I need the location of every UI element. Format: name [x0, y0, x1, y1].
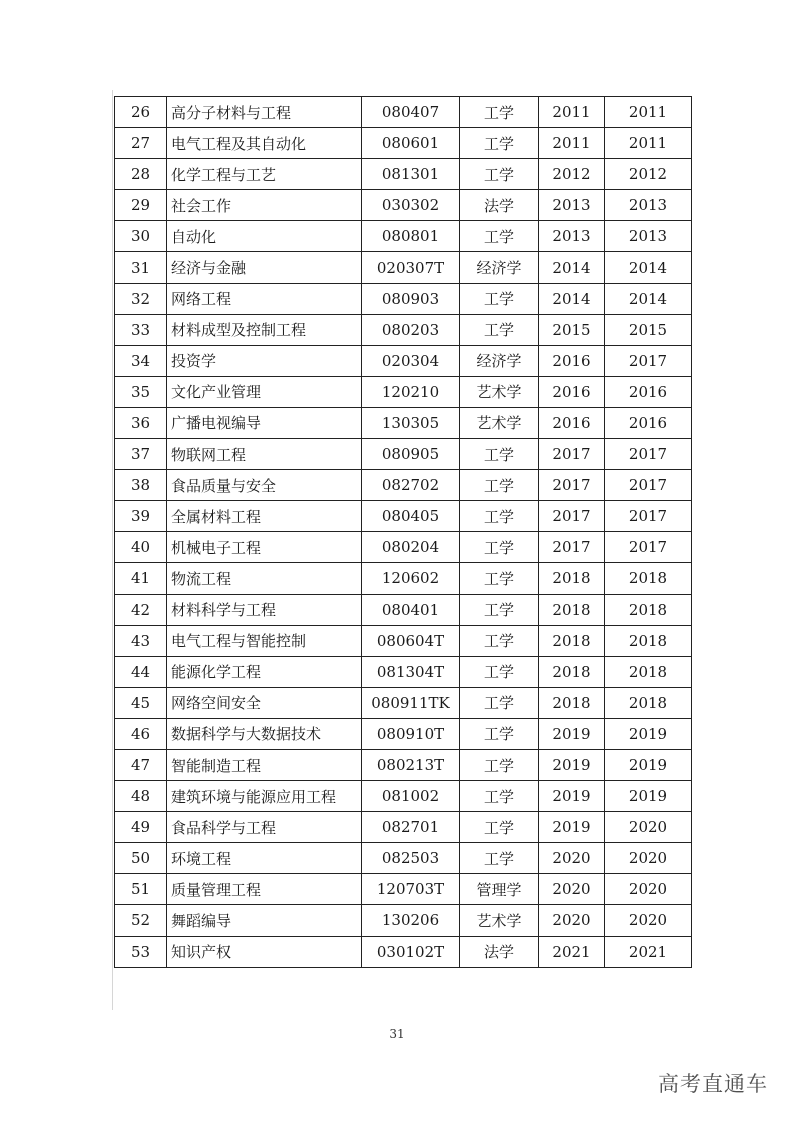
watermark-logo-text: 高考直通车	[658, 1072, 768, 1096]
discipline-category-cell: 经济学	[460, 252, 539, 283]
year-second-cell: 2014	[605, 283, 692, 314]
year-second-cell: 2014	[605, 252, 692, 283]
row-number-cell: 48	[115, 781, 167, 812]
year-first-cell: 2012	[539, 159, 605, 190]
major-code-cell: 080401	[362, 594, 460, 625]
major-name-cell: 网络空间安全	[167, 687, 362, 718]
table-row	[115, 812, 692, 843]
major-name-cell: 网络工程	[167, 283, 362, 314]
year-first-cell: 2011	[539, 97, 605, 128]
major-code-cell: 080911TK	[362, 687, 460, 718]
major-code-cell: 080601	[362, 128, 460, 159]
row-number-cell: 35	[115, 376, 167, 407]
major-code-cell: 080203	[362, 314, 460, 345]
discipline-category-cell: 艺术学	[460, 407, 539, 438]
year-first-cell: 2013	[539, 221, 605, 252]
discipline-category-cell: 工学	[460, 594, 539, 625]
major-code-cell: 081304T	[362, 656, 460, 687]
year-first-cell: 2019	[539, 718, 605, 749]
major-name-cell: 高分子材料与工程	[167, 97, 362, 128]
row-number-cell: 45	[115, 687, 167, 718]
table-row	[115, 314, 692, 345]
major-code-cell: 120703T	[362, 874, 460, 905]
discipline-category-cell: 工学	[460, 221, 539, 252]
major-code-cell: 080204	[362, 532, 460, 563]
row-number-cell: 49	[115, 812, 167, 843]
year-first-cell: 2018	[539, 594, 605, 625]
year-first-cell: 2013	[539, 190, 605, 221]
table-row	[115, 190, 692, 221]
major-code-cell: 080801	[362, 221, 460, 252]
major-code-cell: 082702	[362, 470, 460, 501]
table-row	[115, 687, 692, 718]
year-second-cell: 2020	[605, 905, 692, 936]
discipline-category-cell: 艺术学	[460, 905, 539, 936]
year-second-cell: 2020	[605, 812, 692, 843]
year-first-cell: 2011	[539, 128, 605, 159]
year-second-cell: 2020	[605, 843, 692, 874]
major-code-cell: 080407	[362, 97, 460, 128]
year-first-cell: 2018	[539, 656, 605, 687]
year-second-cell: 2013	[605, 190, 692, 221]
major-code-cell: 120210	[362, 376, 460, 407]
row-number-cell: 31	[115, 252, 167, 283]
major-name-cell: 数据科学与大数据技术	[167, 718, 362, 749]
discipline-category-cell: 工学	[460, 283, 539, 314]
discipline-category-cell: 工学	[460, 563, 539, 594]
table-row	[115, 843, 692, 874]
discipline-category-cell: 工学	[460, 470, 539, 501]
year-first-cell: 2018	[539, 625, 605, 656]
major-code-cell: 081002	[362, 781, 460, 812]
table-row	[115, 625, 692, 656]
year-second-cell: 2017	[605, 439, 692, 470]
year-first-cell: 2014	[539, 283, 605, 314]
year-first-cell: 2018	[539, 563, 605, 594]
table-row	[115, 252, 692, 283]
major-name-cell: 物流工程	[167, 563, 362, 594]
discipline-category-cell: 工学	[460, 812, 539, 843]
row-number-cell: 28	[115, 159, 167, 190]
row-number-cell: 43	[115, 625, 167, 656]
row-number-cell: 41	[115, 563, 167, 594]
table-row	[115, 905, 692, 936]
year-first-cell: 2019	[539, 781, 605, 812]
row-number-cell: 26	[115, 97, 167, 128]
table-row	[115, 97, 692, 128]
year-second-cell: 2013	[605, 221, 692, 252]
row-number-cell: 37	[115, 439, 167, 470]
major-code-cell: 080903	[362, 283, 460, 314]
major-name-cell: 社会工作	[167, 190, 362, 221]
year-first-cell: 2016	[539, 345, 605, 376]
discipline-category-cell: 工学	[460, 439, 539, 470]
discipline-category-cell: 艺术学	[460, 376, 539, 407]
year-first-cell: 2017	[539, 439, 605, 470]
row-number-cell: 53	[115, 936, 167, 967]
major-name-cell: 机械电子工程	[167, 532, 362, 563]
year-second-cell: 2018	[605, 687, 692, 718]
scan-edge-line	[112, 90, 113, 1010]
major-code-cell: 080405	[362, 501, 460, 532]
major-name-cell: 能源化学工程	[167, 656, 362, 687]
row-number-cell: 46	[115, 718, 167, 749]
year-second-cell: 2017	[605, 532, 692, 563]
major-name-cell: 物联网工程	[167, 439, 362, 470]
major-code-cell: 082701	[362, 812, 460, 843]
table-row	[115, 283, 692, 314]
discipline-category-cell: 工学	[460, 625, 539, 656]
discipline-category-cell: 工学	[460, 687, 539, 718]
major-code-cell: 082503	[362, 843, 460, 874]
year-first-cell: 2020	[539, 874, 605, 905]
year-first-cell: 2016	[539, 376, 605, 407]
major-name-cell: 材料科学与工程	[167, 594, 362, 625]
year-first-cell: 2019	[539, 812, 605, 843]
page-number: 31	[389, 1027, 405, 1041]
row-number-cell: 33	[115, 314, 167, 345]
row-number-cell: 29	[115, 190, 167, 221]
major-code-cell: 081301	[362, 159, 460, 190]
major-name-cell: 食品质量与安全	[167, 470, 362, 501]
major-code-cell: 120602	[362, 563, 460, 594]
year-first-cell: 2019	[539, 749, 605, 780]
year-second-cell: 2016	[605, 376, 692, 407]
discipline-category-cell: 工学	[460, 314, 539, 345]
table-row	[115, 376, 692, 407]
year-first-cell: 2017	[539, 532, 605, 563]
major-code-cell: 130206	[362, 905, 460, 936]
row-number-cell: 51	[115, 874, 167, 905]
discipline-category-cell: 工学	[460, 128, 539, 159]
table-row	[115, 656, 692, 687]
discipline-category-cell: 经济学	[460, 345, 539, 376]
discipline-category-cell: 工学	[460, 843, 539, 874]
table-row	[115, 936, 692, 967]
major-name-cell: 电气工程及其自动化	[167, 128, 362, 159]
major-name-cell: 建筑环境与能源应用工程	[167, 781, 362, 812]
row-number-cell: 44	[115, 656, 167, 687]
major-code-cell: 080604T	[362, 625, 460, 656]
major-name-cell: 质量管理工程	[167, 874, 362, 905]
major-name-cell: 广播电视编导	[167, 407, 362, 438]
table-row	[115, 563, 692, 594]
year-second-cell: 2018	[605, 625, 692, 656]
major-name-cell: 经济与金融	[167, 252, 362, 283]
discipline-category-cell: 工学	[460, 749, 539, 780]
major-name-cell: 全属材料工程	[167, 501, 362, 532]
discipline-category-cell: 工学	[460, 159, 539, 190]
year-first-cell: 2015	[539, 314, 605, 345]
row-number-cell: 30	[115, 221, 167, 252]
year-first-cell: 2017	[539, 501, 605, 532]
row-number-cell: 34	[115, 345, 167, 376]
year-second-cell: 2011	[605, 128, 692, 159]
year-first-cell: 2016	[539, 407, 605, 438]
discipline-category-cell: 工学	[460, 656, 539, 687]
table-row	[115, 159, 692, 190]
table-row	[115, 345, 692, 376]
row-number-cell: 50	[115, 843, 167, 874]
discipline-category-cell: 法学	[460, 190, 539, 221]
major-name-cell: 环境工程	[167, 843, 362, 874]
row-number-cell: 52	[115, 905, 167, 936]
year-second-cell: 2016	[605, 407, 692, 438]
row-number-cell: 39	[115, 501, 167, 532]
table-row	[115, 439, 692, 470]
table-row	[115, 532, 692, 563]
major-name-cell: 投资学	[167, 345, 362, 376]
table-row	[115, 470, 692, 501]
table-row	[115, 781, 692, 812]
major-name-cell: 自动化	[167, 221, 362, 252]
year-second-cell: 2018	[605, 563, 692, 594]
year-second-cell: 2015	[605, 314, 692, 345]
majors-table-body	[115, 97, 692, 968]
major-code-cell: 020307T	[362, 252, 460, 283]
table-row	[115, 718, 692, 749]
discipline-category-cell: 法学	[460, 936, 539, 967]
major-code-cell: 080905	[362, 439, 460, 470]
year-first-cell: 2020	[539, 843, 605, 874]
row-number-cell: 32	[115, 283, 167, 314]
majors-table	[114, 96, 692, 968]
year-first-cell: 2017	[539, 470, 605, 501]
discipline-category-cell: 工学	[460, 97, 539, 128]
discipline-category-cell: 工学	[460, 718, 539, 749]
major-name-cell: 电气工程与智能控制	[167, 625, 362, 656]
row-number-cell: 36	[115, 407, 167, 438]
row-number-cell: 40	[115, 532, 167, 563]
table-row	[115, 407, 692, 438]
discipline-category-cell: 管理学	[460, 874, 539, 905]
year-second-cell: 2018	[605, 594, 692, 625]
row-number-cell: 47	[115, 749, 167, 780]
discipline-category-cell: 工学	[460, 501, 539, 532]
year-second-cell: 2011	[605, 97, 692, 128]
year-first-cell: 2018	[539, 687, 605, 718]
year-first-cell: 2020	[539, 905, 605, 936]
major-name-cell: 化学工程与工艺	[167, 159, 362, 190]
major-code-cell: 020304	[362, 345, 460, 376]
table-row	[115, 128, 692, 159]
table-row	[115, 594, 692, 625]
discipline-category-cell: 工学	[460, 532, 539, 563]
major-name-cell: 材料成型及控制工程	[167, 314, 362, 345]
year-first-cell: 2014	[539, 252, 605, 283]
major-code-cell: 030102T	[362, 936, 460, 967]
year-first-cell: 2021	[539, 936, 605, 967]
table-row	[115, 221, 692, 252]
year-second-cell: 2017	[605, 470, 692, 501]
major-name-cell: 智能制造工程	[167, 749, 362, 780]
major-name-cell: 舞蹈编导	[167, 905, 362, 936]
major-name-cell: 文化产业管理	[167, 376, 362, 407]
table-row	[115, 501, 692, 532]
year-second-cell: 2018	[605, 656, 692, 687]
major-name-cell: 食品科学与工程	[167, 812, 362, 843]
year-second-cell: 2012	[605, 159, 692, 190]
year-second-cell: 2017	[605, 501, 692, 532]
year-second-cell: 2017	[605, 345, 692, 376]
year-second-cell: 2019	[605, 749, 692, 780]
year-second-cell: 2020	[605, 874, 692, 905]
row-number-cell: 42	[115, 594, 167, 625]
row-number-cell: 27	[115, 128, 167, 159]
major-name-cell: 知识产权	[167, 936, 362, 967]
major-code-cell: 130305	[362, 407, 460, 438]
table-row	[115, 749, 692, 780]
year-second-cell: 2019	[605, 781, 692, 812]
year-second-cell: 2019	[605, 718, 692, 749]
year-second-cell: 2021	[605, 936, 692, 967]
major-code-cell: 080910T	[362, 718, 460, 749]
major-code-cell: 030302	[362, 190, 460, 221]
row-number-cell: 38	[115, 470, 167, 501]
table-row	[115, 874, 692, 905]
discipline-category-cell: 工学	[460, 781, 539, 812]
major-code-cell: 080213T	[362, 749, 460, 780]
